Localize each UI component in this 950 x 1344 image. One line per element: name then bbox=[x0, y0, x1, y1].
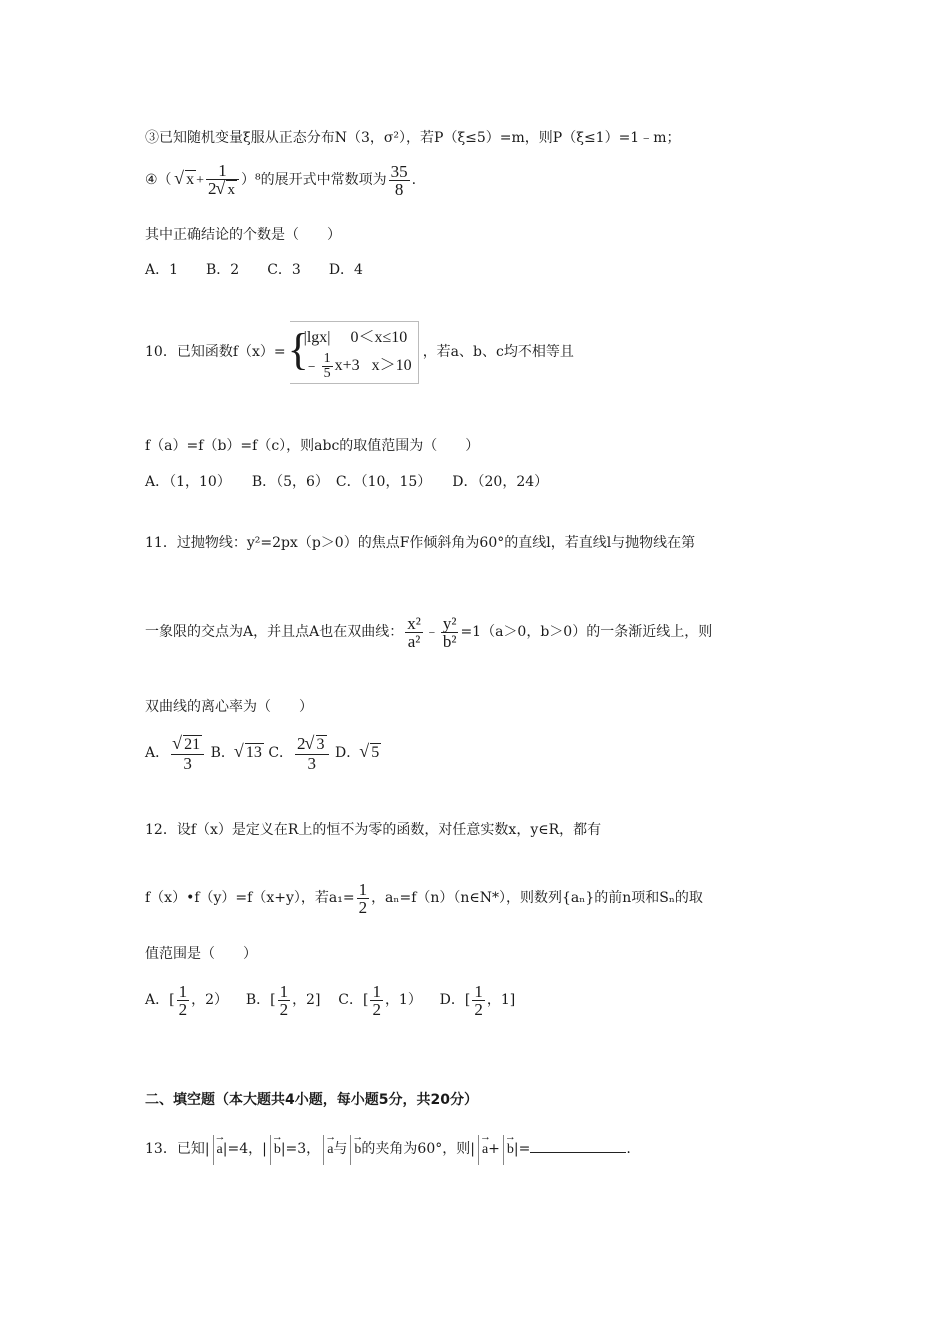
q13: 13．已知|→ a|=4，|→ b|=3，→ a与→ b的夹角为60°，则|→ a+→ b|= . bbox=[145, 1134, 631, 1165]
q3-item: ③已知随机变量ξ服从正态分布N（3，σ²），若P（ξ≤5）=m，则P（ξ≤1）=1﹣m； bbox=[145, 130, 681, 146]
q11-line3: 双曲线的离心率为（ ） bbox=[145, 699, 313, 715]
q4-fraction: $\frac{1}{2√ x}$ bbox=[206, 162, 239, 199]
q9-stem: 其中正确结论的个数是（ ） bbox=[145, 227, 341, 243]
q11-options: A． √ $\frac{21}{3}$ B．√ 13 C． $\frac{2√ 3}{3}$ D．√ 5 bbox=[145, 730, 381, 777]
section-2-title: 二、填空题（本大题共4小题，每小题5分，共20分） bbox=[145, 1092, 478, 1108]
sqrt-x: √ x bbox=[185, 170, 196, 189]
q12-line2: f（x）•f（y）=f（x+y），若a₁= $\frac{1}{2}$ ，aₙ=f（n）（n∈N*），则数列{aₙ}的前n项和Sₙ的取 bbox=[145, 879, 703, 917]
option-c-value: $\frac{2√ 3}{3}$ bbox=[295, 735, 329, 772]
q12-line3: 值范围是（ ） bbox=[145, 946, 257, 962]
vector-a: → a bbox=[213, 1135, 223, 1165]
q4-answer-fraction: $\frac{35}{8}$ bbox=[390, 161, 408, 199]
y2-over-b2: $\frac{\text{y²}}{\text{b²}}$ bbox=[442, 613, 457, 651]
one-half: $\frac{1}{2}$ bbox=[358, 879, 368, 917]
q4-item: ④（ √ x + $\frac{1}{2√ x}$ ）⁸的展开式中常数项为 $\frac{35}{8}$ . bbox=[145, 158, 416, 203]
q10-line2: f（a）=f（b）=f（c），则abc的取值范围为（ ） bbox=[145, 438, 480, 454]
option-a-value: √ $\frac{21}{3}$ bbox=[171, 735, 204, 772]
q9-options: A．1 B．2 C．3 D．4 bbox=[145, 262, 363, 278]
q10-options: A．（1，10） B．（5，6） C．（10，15） D．（20，24） bbox=[145, 474, 549, 490]
x2-over-a2: $\frac{\text{x²}}{\text{a²}}$ bbox=[407, 613, 421, 651]
piecewise-function bbox=[290, 321, 419, 384]
q12-line1: 12．设f（x）是定义在R上的恒不为零的函数，对任意实数x，y∈R，都有 bbox=[145, 822, 602, 838]
answer-blank[interactable] bbox=[530, 1138, 626, 1153]
vector-b: → b bbox=[270, 1135, 281, 1165]
q10-stem: 10．已知函数f（x）= { |lgx| 0＜x≤10 ﹣ $\frac{1}{5}$ x+3 x＞10 ，若a、b、c均不相等且 bbox=[145, 313, 574, 391]
option-d-value: √ 5 bbox=[360, 746, 381, 761]
q12-options: A．[ $\frac{1}{2}$ ，2） B．[ $\frac{1}{2}$ ，2] C．[ $\frac{1}{2}$ ，1） D．[ $\frac{1}{2}$ ，1] bbox=[145, 981, 516, 1019]
case-2: ﹣ $\frac{1}{5}$ x+3 x＞10 bbox=[303, 350, 412, 381]
option-b-value: √ 13 bbox=[235, 746, 264, 761]
q11-line2: 一象限的交点为A，并且点A也在双曲线： $\frac{\text{x²}}{\text{a²}}$ ﹣ $\frac{\text{y²}}{\text{b²}}$ =1（a＞0，b＞0）的一条渐近线上，则 bbox=[145, 613, 713, 651]
case-1: { |lgx| 0＜x≤10 bbox=[303, 328, 408, 346]
q11-line1: 11．过抛物线：y²=2px（p＞0）的焦点F作倾斜角为60°的直线l，若直线l与抛物线在第 bbox=[145, 535, 696, 551]
